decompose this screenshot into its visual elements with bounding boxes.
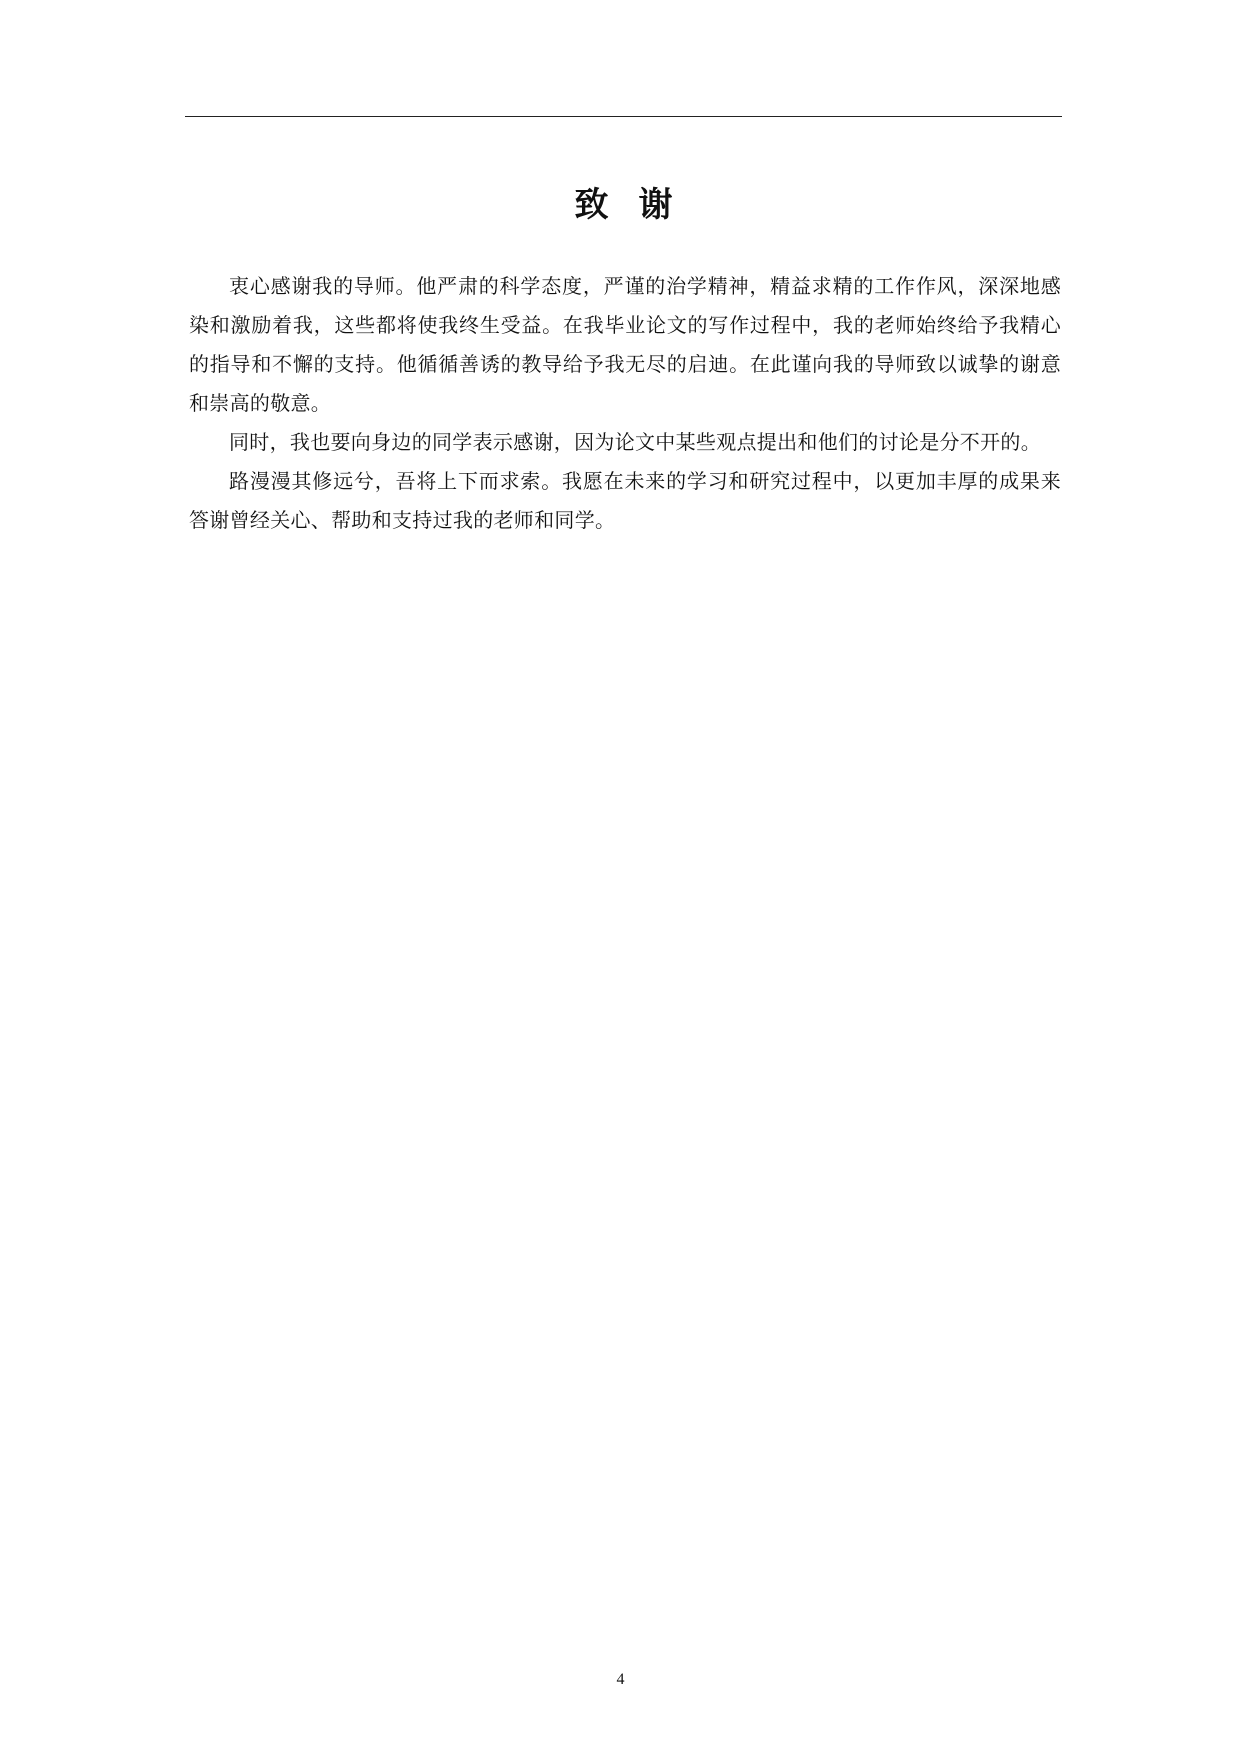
paragraph-closing: 路漫漫其修远兮，吾将上下而求索。我愿在未来的学习和研究过程中，以更加丰厚的成果来答谢曾经关心、帮助和支持过我的老师和同学。 [189,469,1061,532]
paragraph-thanks-advisor: 衷心感谢我的导师。他严肃的科学态度，严谨的治学精神，精益求精的工作作风，深深地感染和激励着我，这些都将使我终生受益。在我毕业论文的写作过程中，我的老师始终给予我精心的指导和不懈的支持。他循循善诱的教导给予我无尽的启迪。在此谨向我的导师致以诚挚的谢意和崇高的敬意。 [189,274,1061,415]
acknowledgement-body [189,267,1061,540]
header-rule [185,116,1062,117]
page-title: 致谢 [574,184,703,225]
paragraph-thanks-classmates: 同时，我也要向身边的同学表示感谢，因为论文中某些观点提出和他们的讨论是分不开的。 [229,430,1041,454]
page-number: 4 [616,1671,625,1688]
